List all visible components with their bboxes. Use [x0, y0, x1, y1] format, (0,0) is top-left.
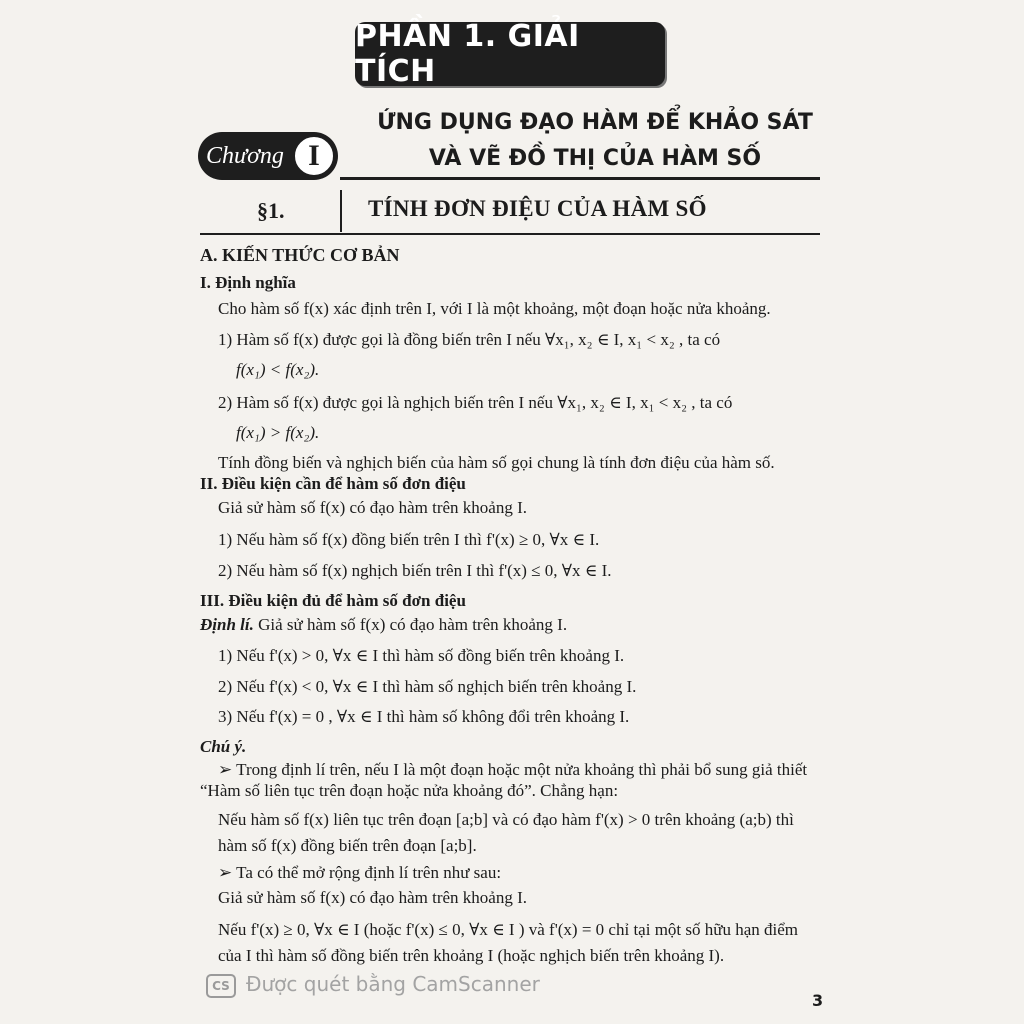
sufficient-item-2: 2) Nếu f'(x) < 0, ∀x ∈ I thì hàm số nghịch biến trên khoảng I. [218, 677, 637, 696]
note-2-line-a: Giả sử hàm số f(x) có đạo hàm trên khoảng I. [218, 888, 527, 907]
section-underline [200, 233, 820, 235]
necessary-intro: Giả sử hàm số f(x) có đạo hàm trên khoảng I. [218, 498, 527, 517]
section-title: TÍNH ĐƠN ĐIỆU CỦA HÀM SỐ [368, 196, 707, 221]
necessary-item-1: 1) Nếu hàm số f(x) đồng biến trên I thì f'(x) ≥ 0, ∀x ∈ I. [218, 530, 600, 549]
camscanner-logo: CS [206, 974, 236, 998]
chapter-divider [340, 177, 820, 180]
note-2-line-b: Nếu f'(x) ≥ 0, ∀x ∈ I (hoặc f'(x) ≤ 0, ∀x ∈ I ) và f'(x) = 0 chỉ tại một số hữu hạn điểm [218, 920, 799, 939]
heading-definition: I. Định nghĩa [200, 273, 296, 292]
part-title: PHẦN 1. GIẢI TÍCH [355, 19, 580, 89]
chapter-title-line2: VÀ VẼ ĐỒ THỊ CỦA HÀM SỐ [428, 146, 762, 171]
scanner-watermark: Được quét bằng CamScanner [246, 972, 540, 996]
section-divider [340, 190, 342, 232]
theorem-label: Định lí. [200, 615, 254, 634]
note-label: Chú ý. [200, 737, 247, 756]
sufficient-item-1: 1) Nếu f'(x) > 0, ∀x ∈ I thì hàm số đồng biến trên khoảng I. [218, 646, 625, 665]
note-1-line-a: ➢ Trong định lí trên, nếu I là một đoạn hoặc một nửa khoảng thì phải bổ sung giả thiết [218, 760, 808, 779]
definition-increasing-formula: f(x₁) < f(x₂). [236, 360, 320, 379]
chapter-badge [198, 132, 338, 180]
note-1-line-b: “Hàm số liên tục trên đoạn hoặc nửa khoảng đó”. Chẳng hạn: [200, 781, 619, 800]
chapter-title-line1: ỨNG DỤNG ĐẠO HÀM ĐỂ KHẢO SÁT [377, 110, 813, 135]
section-header [200, 190, 820, 232]
definition-intro: Cho hàm số f(x) xác định trên I, với I là một khoảng, một đoạn hoặc nửa khoảng. [218, 299, 771, 318]
note-1-line-c: Nếu hàm số f(x) liên tục trên đoạn [a;b] và có đạo hàm f'(x) > 0 trên khoảng (a;b) thì [218, 810, 794, 829]
definition-summary: Tính đồng biến và nghịch biến của hàm số gọi chung là tính đơn điệu của hàm số. [218, 453, 775, 472]
theorem-line [200, 615, 567, 635]
section-number: §1. [257, 198, 285, 223]
heading-basic-knowledge: A. KIẾN THỨC CƠ BẢN [200, 245, 400, 265]
sufficient-item-3: 3) Nếu f'(x) = 0 , ∀x ∈ I thì hàm số không đổi trên khoảng I. [218, 707, 630, 726]
note-1-line-d: hàm số f(x) đồng biến trên đoạn [a;b]. [218, 836, 477, 855]
chapter-word: Chương [206, 142, 284, 169]
page-number: 3 [812, 991, 824, 1010]
heading-sufficient-condition: III. Điều kiện đủ để hàm số đơn điệu [200, 591, 466, 610]
definition-decreasing: 2) Hàm số f(x) được gọi là nghịch biến trên I nếu ∀x₁, x₂ ∈ I, x₁ < x₂ , ta có [218, 393, 733, 412]
chapter-title [370, 105, 820, 177]
necessary-item-2: 2) Nếu hàm số f(x) nghịch biến trên I thì f'(x) ≤ 0, ∀x ∈ I. [218, 561, 612, 580]
definition-increasing: 1) Hàm số f(x) được gọi là đồng biến trên I nếu ∀x₁, x₂ ∈ I, x₁ < x₂ , ta có [218, 330, 721, 349]
heading-necessary-condition: II. Điều kiện cần để hàm số đơn điệu [200, 474, 466, 493]
chapter-number: I [292, 134, 336, 178]
theorem-text: Giả sử hàm số f(x) có đạo hàm trên khoảng I. [253, 615, 568, 634]
note-2: ➢ Ta có thể mở rộng định lí trên như sau: [218, 863, 502, 882]
note-2-line-c: của I thì hàm số đồng biến trên khoảng I (hoặc nghịch biến trên khoảng I). [218, 946, 725, 965]
part-title-banner [355, 19, 665, 89]
definition-decreasing-formula: f(x₁) > f(x₂). [236, 423, 320, 442]
